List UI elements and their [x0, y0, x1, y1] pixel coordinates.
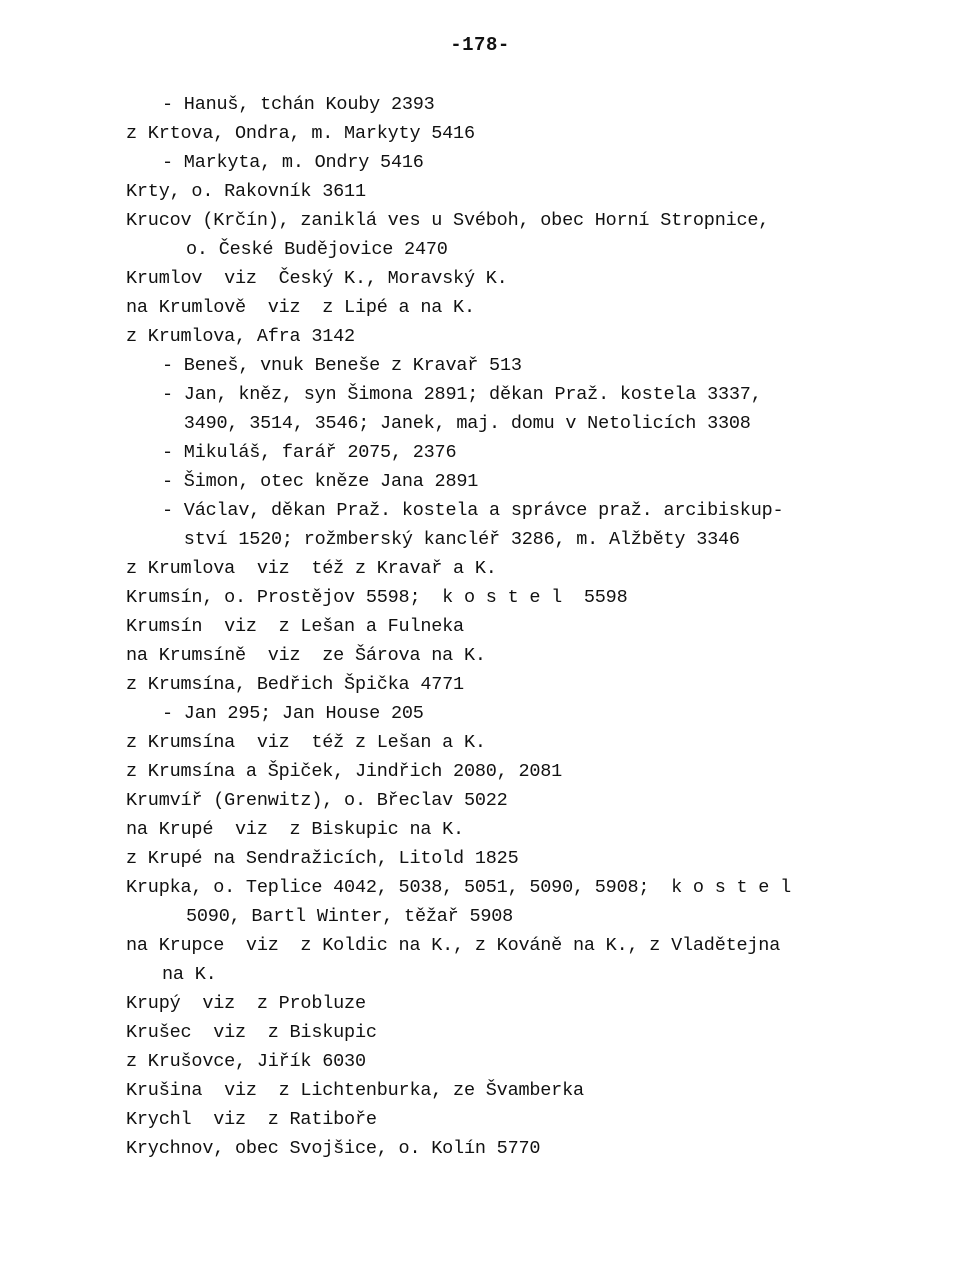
index-entry-line: na Krumsíně viz ze Šárova na K. [126, 645, 486, 666]
index-entry-line: z Krtova, Ondra, m. Markyty 5416 [126, 123, 475, 144]
index-entry-line: - Beneš, vnuk Beneše z Kravař 513 [162, 355, 522, 376]
index-entry-line: Krušec viz z Biskupic [126, 1022, 377, 1043]
index-entry-line: o. České Budějovice 2470 [186, 239, 448, 260]
index-entry-line: z Krupé na Sendražicích, Litold 1825 [126, 848, 519, 869]
index-entry-line: - Markyta, m. Ondry 5416 [162, 152, 424, 173]
index-entry-line: - Mikuláš, farář 2075, 2376 [162, 442, 457, 463]
page-number: -178- [450, 34, 510, 56]
index-entry-line: Krty, o. Rakovník 3611 [126, 181, 366, 202]
index-entry-line: - Šimon, otec kněze Jana 2891 [162, 471, 479, 492]
index-entry-line: ství 1520; rožmberský kancléř 3286, m. Alžběty 3346 [162, 529, 740, 550]
index-entry-line: Krušina viz z Lichtenburka, ze Švamberka [126, 1080, 584, 1101]
index-entry-line: z Krumsína viz též z Lešan a K. [126, 732, 486, 753]
index-entry-line: Krupka, o. Teplice 4042, 5038, 5051, 5090, 5908; k o s t e l [126, 877, 792, 898]
index-entry-line: Krumvíř (Grenwitz), o. Břeclav 5022 [126, 790, 508, 811]
index-entry-line: na K. [162, 964, 217, 985]
index-entry-line: - Jan 295; Jan House 205 [162, 703, 424, 724]
index-entry-line: - Jan, kněz, syn Šimona 2891; děkan Praž. kostela 3337, [162, 384, 762, 405]
index-entry-line: - Hanuš, tchán Kouby 2393 [162, 94, 435, 115]
index-entry-line: 5090, Bartl Winter, těžař 5908 [186, 906, 514, 927]
index-entry-line: Krumsín, o. Prostějov 5598; k o s t e l 5598 [126, 587, 628, 608]
index-entry-line: - Václav, děkan Praž. kostela a správce praž. arcibiskup- [162, 500, 784, 521]
index-entry-line: Krychl viz z Ratiboře [126, 1109, 377, 1130]
index-entry-line: z Krumsína a Špiček, Jindřich 2080, 2081 [126, 761, 563, 782]
index-entry-line: z Krušovce, Jiřík 6030 [126, 1051, 366, 1072]
index-entry-line: Krupý viz z Probluze [126, 993, 366, 1014]
index-entry-line: Krucov (Krčín), zaniklá ves u Svéboh, obec Horní Stropnice, [126, 210, 770, 231]
index-entry-line: z Krumlova viz též z Kravař a K. [126, 558, 497, 579]
index-entry-line: z Krumsína, Bedřich Špička 4771 [126, 674, 464, 695]
index-entries [126, 90, 926, 1163]
index-entry-line: 3490, 3514, 3546; Janek, maj. domu v Netolicích 3308 [162, 413, 751, 434]
index-entry-line: Krumlov viz Český K., Moravský K. [126, 268, 508, 289]
index-entry-line: z Krumlova, Afra 3142 [126, 326, 355, 347]
index-entry-line: Krychnov, obec Svojšice, o. Kolín 5770 [126, 1138, 541, 1159]
index-entry-line: na Krumlově viz z Lipé a na K. [126, 297, 475, 318]
index-entry-line: Krumsín viz z Lešan a Fulneka [126, 616, 464, 637]
index-entry-line: na Krupce viz z Koldic na K., z Kováně na K., z Vladětejna [126, 935, 781, 956]
index-entry-line: na Krupé viz z Biskupic na K. [126, 819, 464, 840]
